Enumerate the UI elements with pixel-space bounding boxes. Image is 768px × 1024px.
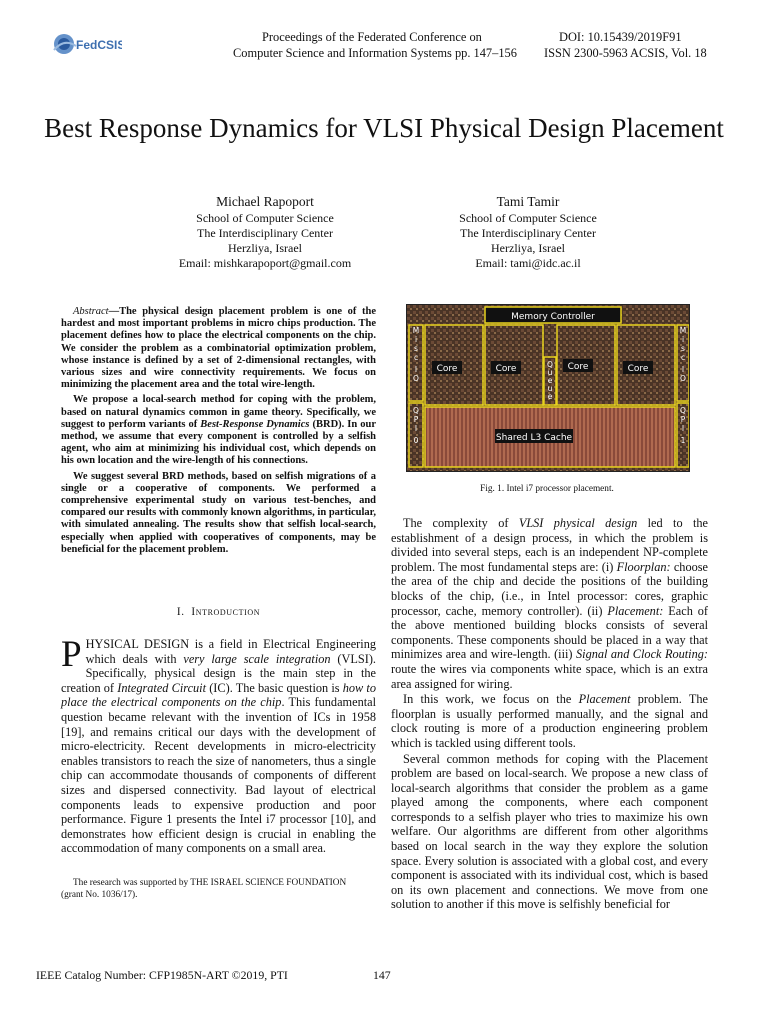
header-issn: ISSN 2300-5963 ACSIS, Vol. 18 (544, 46, 707, 60)
drop-cap: P (61, 634, 82, 675)
logo-lettering: FedCSIS (76, 38, 122, 52)
author-block (135, 194, 395, 271)
abstract-label: Abstract (73, 306, 109, 317)
svg-text:I: I (681, 365, 685, 374)
introduction-body (61, 634, 377, 856)
svg-text:e: e (547, 392, 553, 401)
svg-text:O: O (413, 374, 419, 383)
body-paragraph: PHYSICAL DESIGN is a field in Electrical Engineering which deals with very large scale integration (VLSI). Specifically, physical design is the main step in the creation of Integrated Circuit (IC). The basic question is how to place the electrical components on the chip. This fundamental question became relevant with the invention of ICs in 1958 [19], and remains critical our days with the development of micro-electricity. Recent developments in micro-electricity enables transistors to reach the size of nanometers, thus a single chip can accommodate thousands of components of different sizes and dispersed connectivity. Bad layout of electrical components leads to expensive production and poor performance. Figure 1 presents the Intel i7 processor [10], and demonstrates how efficient design is crucial in enabling the accommodation of many components on a small area. (61, 634, 377, 856)
svg-text:P: P (680, 415, 686, 424)
author-location: Herzliya, Israel (491, 241, 565, 255)
author-affiliation: The Interdisciplinary Center (460, 226, 596, 240)
body-paragraph: The complexity of VLSI physical design led to the establishment of a design process, in which the problem is divided into several steps, each is an independent NP-complete problem. The most fundamental steps are: (i) Floorplan: choose the area of the chip and decide the positions of the building blocks of the chip, (i.e., in Intel processor: cores, graphic processor, cache, memory controller). (ii) Placement: Each of the above mentioned building blocks consists of several components. These components should be placed in a way that minimizes area and wire-length. (iii) Signal and Clock Routing: route the wires via components white space, which is an extra area assigned for wiring. (391, 516, 709, 691)
right-column-body (391, 516, 708, 912)
svg-text:Q: Q (680, 406, 686, 415)
svg-text:u: u (547, 368, 553, 377)
svg-text:Q: Q (547, 360, 553, 369)
author-affiliation: School of Computer Science (459, 211, 597, 225)
svg-text:O: O (680, 374, 686, 383)
abstract-paragraph: We suggest several BRD methods, based on selfish migrations of a single or a cooperative of components. We performed a comprehensive experimental study on various test-benches, and compared our results with commonly known algorithms, in particular, with simulated annealing. The results show that selfish local-search, especially when applied with cooperatives of components, may be beneficial for the placement problem. (61, 470, 376, 555)
svg-text:c: c (413, 353, 419, 362)
section-heading-introduction: I. Introduction (176, 606, 261, 618)
author-block (398, 194, 658, 271)
author-email: Email: mishkarapoport@gmail.com (178, 256, 352, 270)
svg-text:P: P (413, 415, 419, 424)
svg-text:0: 0 (413, 436, 419, 445)
svg-text:s: s (414, 344, 418, 353)
label-shared-cache: Shared L3 Cache (495, 433, 573, 443)
svg-text:M: M (412, 326, 420, 335)
figure-processor-die (406, 304, 690, 472)
abstract-paragraph: Abstract—The physical design placement problem is one of the hardest and most important problems in micro chips production. The placement defines how to place the electrical components on the chip. We consider the problem as a combinatorial optimization problem, whose instance is defined by a set of 2-dimensional rectangles, with various sizes and wire connectivity requirements. We focus on minimizing the placement area and the total wire-length. (61, 306, 376, 391)
funding-footnote: The research was supported by THE ISRAEL SCIENCE FOUNDATION (grant No. 1036/17). (61, 878, 347, 900)
author-location: Herzliya, Israel (228, 241, 302, 255)
label-core: Core (436, 364, 458, 374)
author-name: Michael Rapoport (216, 194, 314, 209)
figure-caption: Fig. 1. Intel i7 processor placement. (480, 484, 614, 494)
svg-text:i: i (414, 335, 418, 344)
conference-logo (50, 24, 122, 64)
label-core: Core (567, 362, 589, 372)
label-core: Core (627, 364, 649, 374)
svg-text:e: e (547, 376, 553, 385)
abstract-paragraph: We propose a local-search method for coping with the problem, based on natural dynamics common in game theory. Specifically, we suggest to perform variants of Best-Response Dynamics (BRD). In our method, we assume that every component is controlled by a selfish agent, who aim at minimizing his individual cost, which depends on his own location and the wire-length of his connections. (61, 394, 376, 467)
page-number: 147 (373, 968, 391, 982)
label-core: Core (495, 364, 517, 374)
svg-text:Q: Q (413, 406, 419, 415)
svg-text:s: s (681, 344, 685, 353)
svg-text:I: I (414, 365, 418, 374)
svg-text:I: I (414, 424, 418, 433)
body-paragraph: In this work, we focus on the Placement problem. The floorplan is usually performed manually, and the signal and clock routing is more of a production engineering problem which is tackled using different tools. (391, 692, 709, 750)
author-email: Email: tami@idc.ac.il (475, 256, 581, 270)
header-pages-line: Computer Science and Information Systems pp. 147–156 (233, 46, 517, 60)
author-affiliation: The Interdisciplinary Center (197, 226, 333, 240)
svg-text:u: u (547, 384, 553, 393)
footer-catalog: IEEE Catalog Number: CFP1985N-ART ©2019, PTI (36, 968, 288, 982)
svg-text:M: M (679, 326, 687, 335)
header-doi: DOI: 10.15439/2019F91 (559, 30, 682, 44)
svg-text:I: I (681, 424, 685, 433)
abstract (61, 306, 376, 559)
label-memory-controller: Memory Controller (511, 312, 595, 322)
header-conference-line: Proceedings of the Federated Conference on (262, 30, 482, 44)
svg-text:i: i (681, 335, 685, 344)
paper-title: Best Response Dynamics for VLSI Physical Design Placement (44, 113, 724, 143)
author-affiliation: School of Computer Science (196, 211, 334, 225)
svg-text:1: 1 (680, 436, 686, 445)
body-paragraph: Several common methods for coping with the Placement problem are based on local-search. We propose a new class of local-search algorithms that consider the problem as a game played among the components, where each component corresponds to a selfish player who tries to maximize his own welfare. Our algorithms are different from other algorithms based on local search in the way they explore the solution space. Every solution is associated with a global cost, and every component is associated with its individual cost, which is based on its own placement and connections. We move from one solution to another if this move is selfishly beneficial for (391, 751, 708, 912)
svg-text:c: c (680, 353, 686, 362)
author-name: Tami Tamir (496, 194, 560, 209)
